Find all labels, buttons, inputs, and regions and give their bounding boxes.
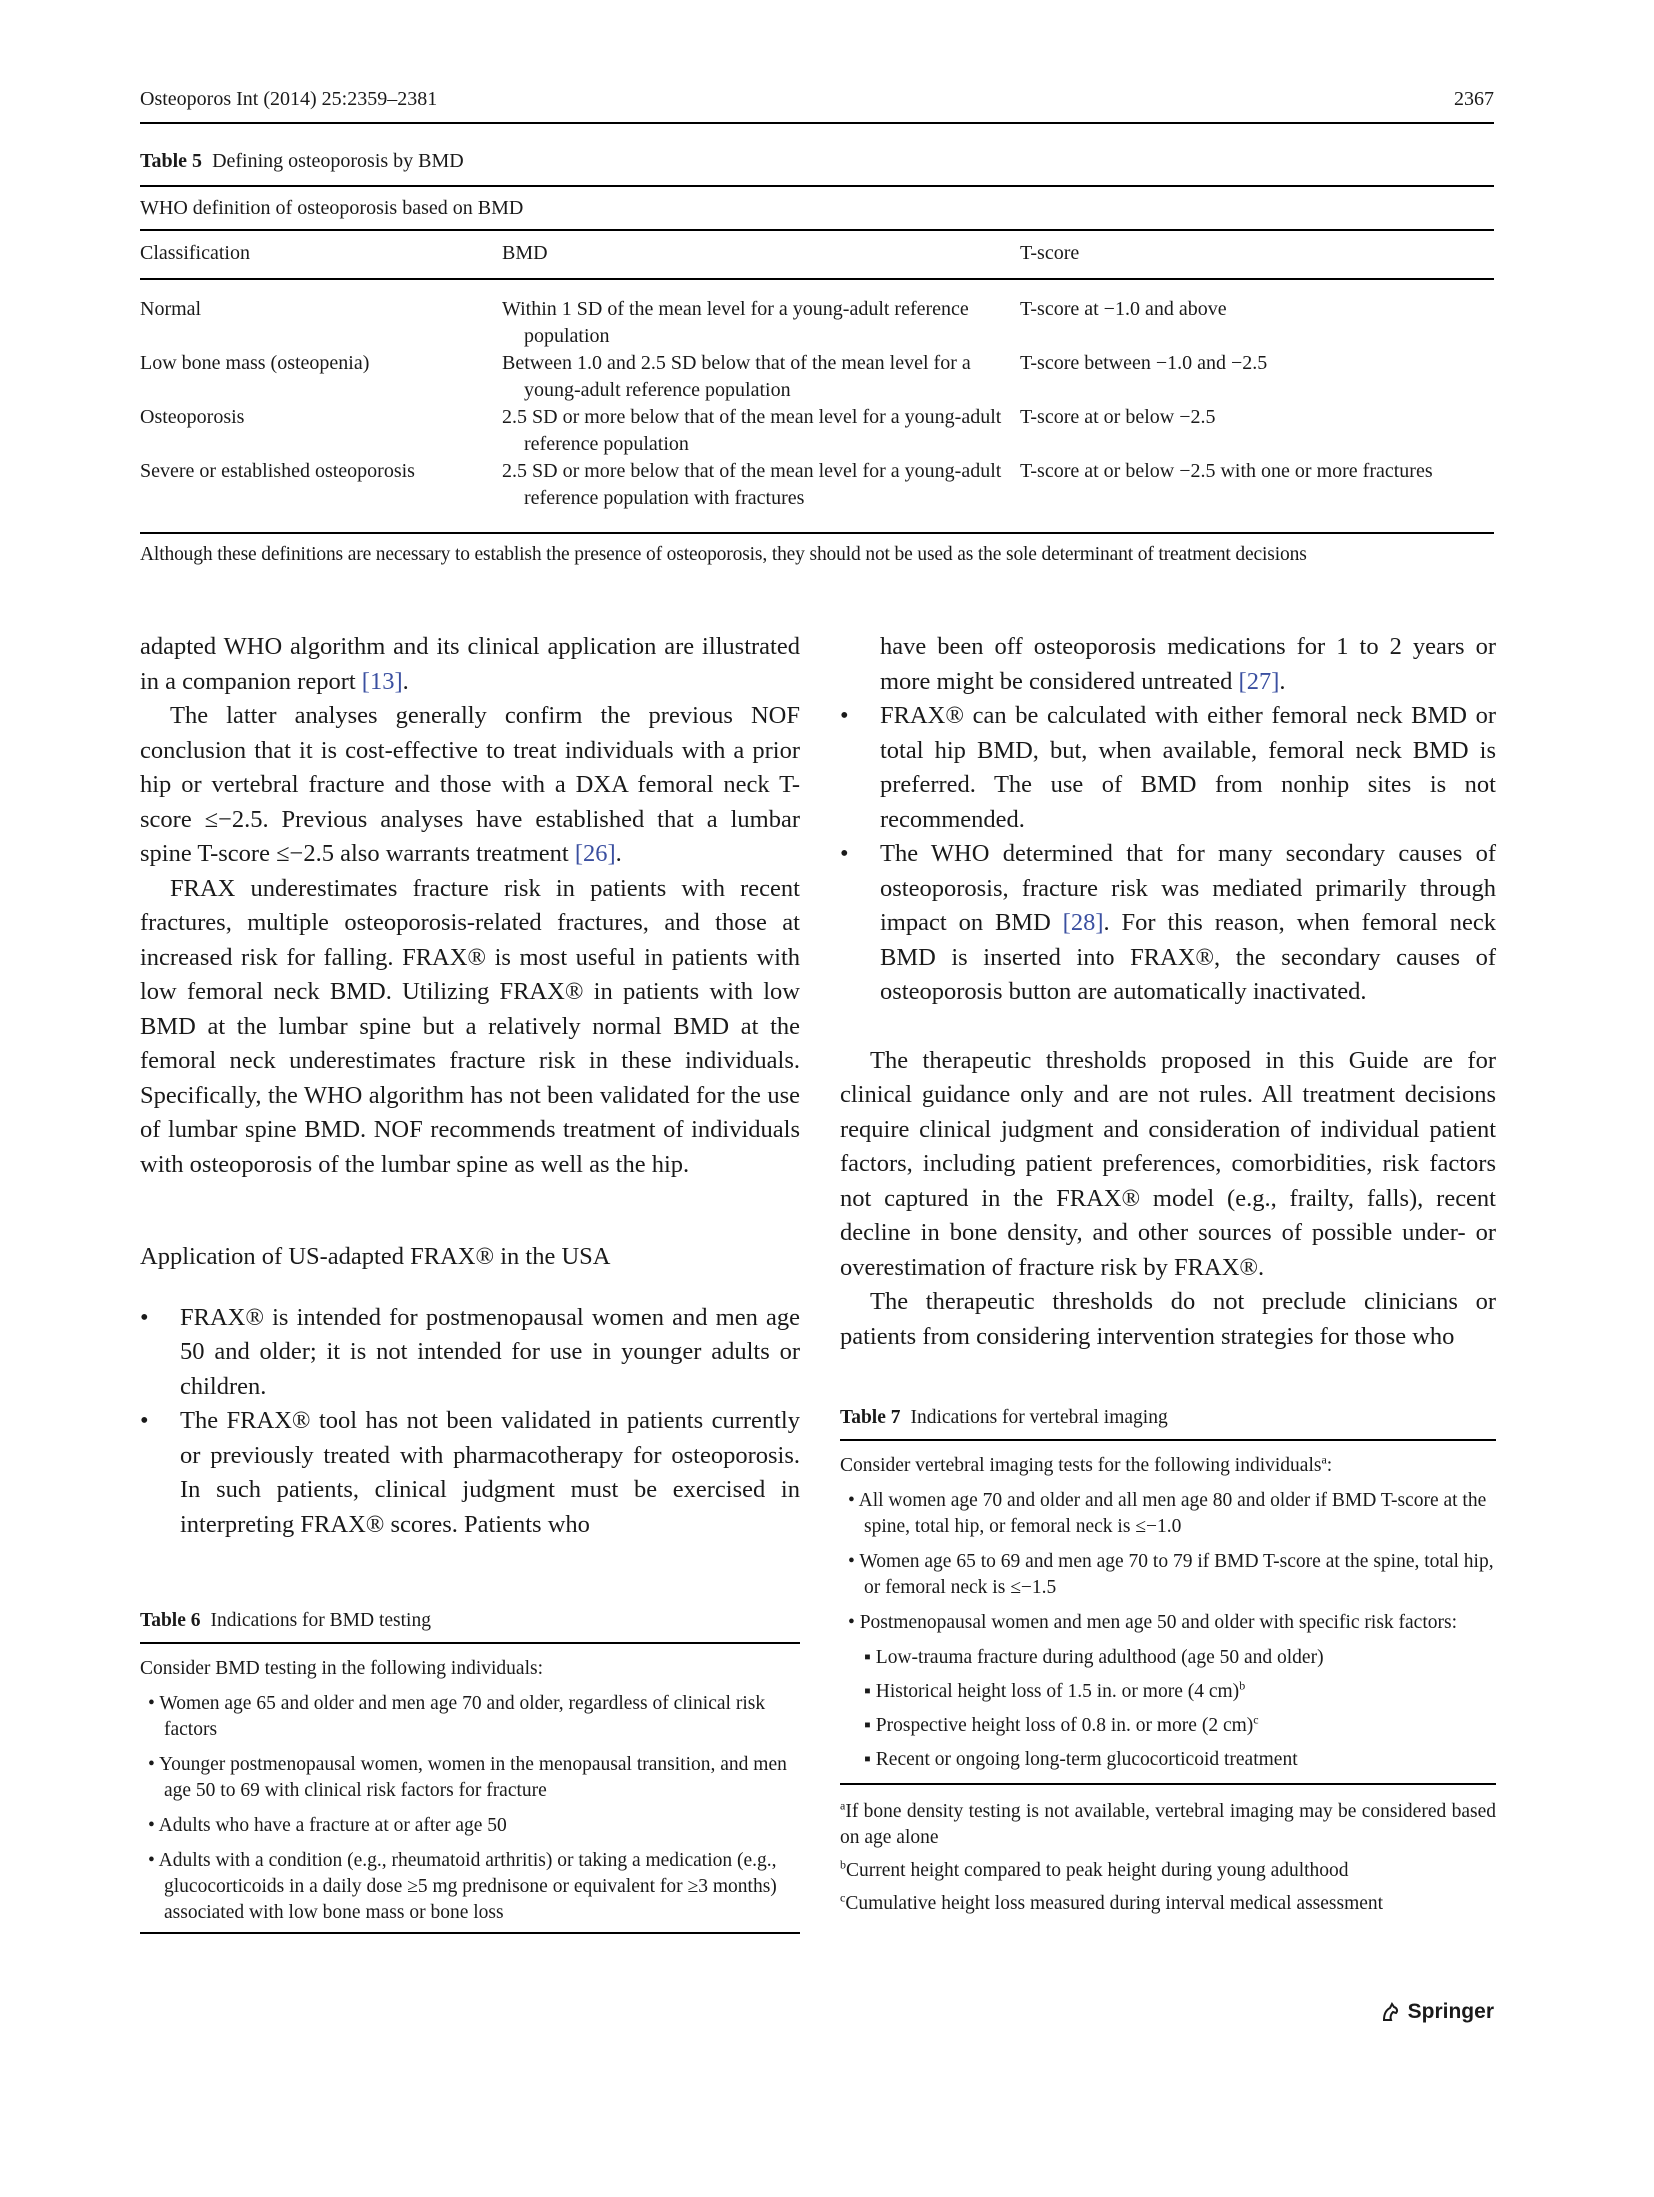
list-item: • Adults who have a fracture at or after age 50 [148, 1815, 507, 1836]
table-6-intro: Consider BMD testing in the following individuals: [140, 1658, 543, 1679]
table-7-intro: Consider vertebral imaging tests for the following individuals$^a$: [840, 1452, 1333, 1476]
cell-tscore: T-score at −1.0 and above [1020, 298, 1227, 320]
sub-list-item: ▪ Recent or ongoing long-term glucocorticoid treatment [864, 1749, 1298, 1770]
bullet-item: • FRAX® can be calculated with either femoral neck BMD or total hip BMD, but, when available, femoral neck BMD is preferred. The use of BMD from nonhip sites is not recommended. [840, 699, 1496, 837]
table-5-title: Defining osteoporosis by BMD [212, 150, 464, 172]
cell-classification: Osteoporosis [140, 406, 245, 428]
list-item: • Adults with a condition (e.g., rheumatoid arthritis) or taking a medication (e.g., glucocorticoids in a daily dose ≥5 mg prednisone or equivalent for ≥3 months) associated with low bone mass or bone loss [148, 1850, 777, 1923]
table-6 [140, 1610, 800, 1934]
table-5-caption [140, 150, 1494, 187]
publisher-logo [1378, 2000, 1494, 2024]
table-7-label: Table 7 [840, 1407, 901, 1428]
citation-link[interactable]: [27] [1238, 667, 1280, 695]
citation-link[interactable]: [28] [1062, 909, 1104, 936]
cell-classification: Low bone mass (osteopenia) [140, 352, 370, 374]
list-item: • Postmenopausal women and men age 50 and older with specific risk factors: [848, 1612, 1458, 1633]
footnote-marker: c [1253, 1712, 1259, 1727]
table-6-bottom-rule [140, 1932, 800, 1934]
paragraph: The therapeutic thresholds do not preclude clinicians or patients from considering intervention strategies for those who [840, 1288, 1496, 1350]
column-header: Classification [140, 230, 502, 279]
paragraph: adapted WHO algorithm and its clinical application are illustrated in a companion report [13]. [140, 633, 800, 695]
column-header: BMD [502, 230, 1020, 279]
citation-link[interactable]: [26] [574, 840, 616, 867]
list-item: • All women age 70 and older and all men age 80 and older if BMD T-score at the spine, total hip, or femoral neck is ≤−1.0 [848, 1490, 1487, 1537]
table-7-footnotes [840, 1783, 1496, 1917]
bullet-marker: • [840, 702, 849, 729]
footnote-marker: a [1321, 1452, 1327, 1467]
paragraph: The latter analyses generally confirm the previous NOF conclusion that it is cost-effective to treat individuals with a prior hip or vertebral fracture and those with a DXA femoral neck T-score ≤−2.5. Previous analyses have established that a lumbar spine T-score ≤−2.5 also warrants treatment [26]. [140, 702, 800, 867]
page-header [140, 88, 1494, 124]
bullet-marker: • [140, 1407, 149, 1434]
cell-tscore: T-score at or below −2.5 [1020, 406, 1216, 428]
table-row [140, 458, 1494, 532]
bullet-item-continued: have been off osteoporosis medications for 1 to 2 years or more might be considered untreated [27]. [880, 633, 1496, 695]
table-5-footnote: Although these definitions are necessary to establish the presence of osteoporosis, they should not be used as the sole determinant of treatment decisions [140, 532, 1494, 566]
list-item: • Younger postmenopausal women, women in the menopausal transition, and men age 50 to 69 with clinical risk factors for fracture [148, 1754, 787, 1801]
bullet-item: • FRAX® is intended for postmenopausal women and men age 50 and older; it is not intended for use in younger adults or children. [140, 1301, 800, 1405]
sub-list-item: ▪ Prospective height loss of 0.8 in. or more (2 cm)$^c$ [864, 1712, 1259, 1736]
table-7 [840, 1407, 1496, 1924]
table-row [140, 350, 1494, 404]
table-6-title: Indications for BMD testing [210, 1610, 431, 1631]
sub-list-item: ▪ Low-trauma fracture during adulthood (age 50 and older) [864, 1647, 1324, 1668]
cell-classification: Normal [140, 298, 202, 320]
cell-bmd: Between 1.0 and 2.5 SD below that of the mean level for a young-adult reference population [502, 352, 971, 401]
publisher-name: Springer [1407, 2000, 1494, 2023]
column-header: T-score [1020, 230, 1494, 279]
citation-link[interactable]: [13] [361, 667, 403, 695]
table-7-title: Indications for vertebral imaging [910, 1407, 1168, 1428]
bullet-marker: • [140, 1303, 149, 1331]
footnote-marker: b [1239, 1678, 1246, 1693]
table-7-list [840, 1441, 1496, 1773]
page-number: 2367 [1454, 88, 1494, 110]
table-5-subtitle: WHO definition of osteoporosis based on BMD [140, 197, 524, 219]
section-heading: Application of US-adapted FRAX® in the USA [140, 1243, 611, 1270]
cell-tscore: T-score at or below −2.5 with one or more fractures [1020, 460, 1433, 482]
journal-citation: Osteoporos Int (2014) 25:2359–2381 [140, 88, 438, 110]
table-7-caption [840, 1407, 1496, 1441]
cell-tscore: T-score between −1.0 and −2.5 [1020, 352, 1268, 374]
springer-horse-icon [1378, 2000, 1402, 2024]
bullet-marker: • [840, 840, 849, 867]
bullet-item: • The FRAX® tool has not been validated in patients currently or previously treated with pharmacotherapy for osteoporosis. In such patients, clinical judgment must be exercised in interpreting FRAX® scores. Patients who [140, 1404, 800, 1542]
cell-bmd: Within 1 SD of the mean level for a young-adult reference population [502, 298, 969, 347]
right-column [840, 630, 1496, 1354]
table-5-label: Table 5 [140, 150, 203, 172]
table-5 [140, 150, 1494, 566]
table-5-grid [140, 229, 1494, 532]
paragraph: FRAX underestimates fracture risk in patients with recent fractures, multiple osteoporosis-related fractures, and those at increased risk for falling. FRAX® is most useful in patients with low femoral neck BMD. Utilizing FRAX® in patients with low BMD at the lumbar spine but a relatively normal BMD at the femoral neck underestimates fracture risk in these individuals. Specifically, the WHO algorithm has not been validated for the use of lumbar spine BMD. NOF recommends treatment of individuals with osteoporosis of the lumbar spine as well as the hip. [140, 874, 800, 1178]
cell-classification: Severe or established osteoporosis [140, 460, 415, 482]
cell-bmd: 2.5 SD or more below that of the mean level for a young-adult reference population with fractures [502, 460, 1002, 509]
footnote: $^b$Current height compared to peak height during young adulthood [840, 1857, 1349, 1881]
table-row [140, 279, 1494, 350]
footnote: $^c$Cumulative height loss measured during interval medical assessment [840, 1890, 1384, 1914]
sub-list-item: ▪ Historical height loss of 1.5 in. or more (4 cm)$^b$ [864, 1678, 1246, 1702]
left-column [140, 630, 800, 1542]
table-6-list [140, 1644, 800, 1926]
cell-bmd: 2.5 SD or more below that of the mean level for a young-adult reference population [502, 406, 1002, 455]
table-6-caption [140, 1610, 800, 1644]
table-6-label: Table 6 [140, 1610, 201, 1631]
footnote: $^a$If bone density testing is not available, vertebral imaging may be considered based on age alone [840, 1798, 1496, 1848]
bullet-item: • The WHO determined that for many secondary causes of osteoporosis, fracture risk was mediated primarily through impact on BMD [28]. For this reason, when femoral neck BMD is inserted into FRAX®, the secondary causes of osteoporosis button are automatically inactivated. [840, 837, 1496, 1010]
list-item: • Women age 65 and older and men age 70 and older, regardless of clinical risk factors [148, 1693, 766, 1740]
list-item: • Women age 65 to 69 and men age 70 to 79 if BMD T-score at the spine, total hip, or femoral neck is ≤−1.5 [848, 1551, 1494, 1598]
table-row [140, 404, 1494, 458]
paragraph: The therapeutic thresholds proposed in this Guide are for clinical guidance only and are not rules. All treatment decisions require clinical judgment and consideration of individual patient factors, including patient preferences, comorbidities, risk factors not captured in the FRAX® model (e.g., frailty, falls), recent decline in bone density, and other sources of possible under- or overestimation of fracture risk by FRAX®. [840, 1046, 1496, 1281]
